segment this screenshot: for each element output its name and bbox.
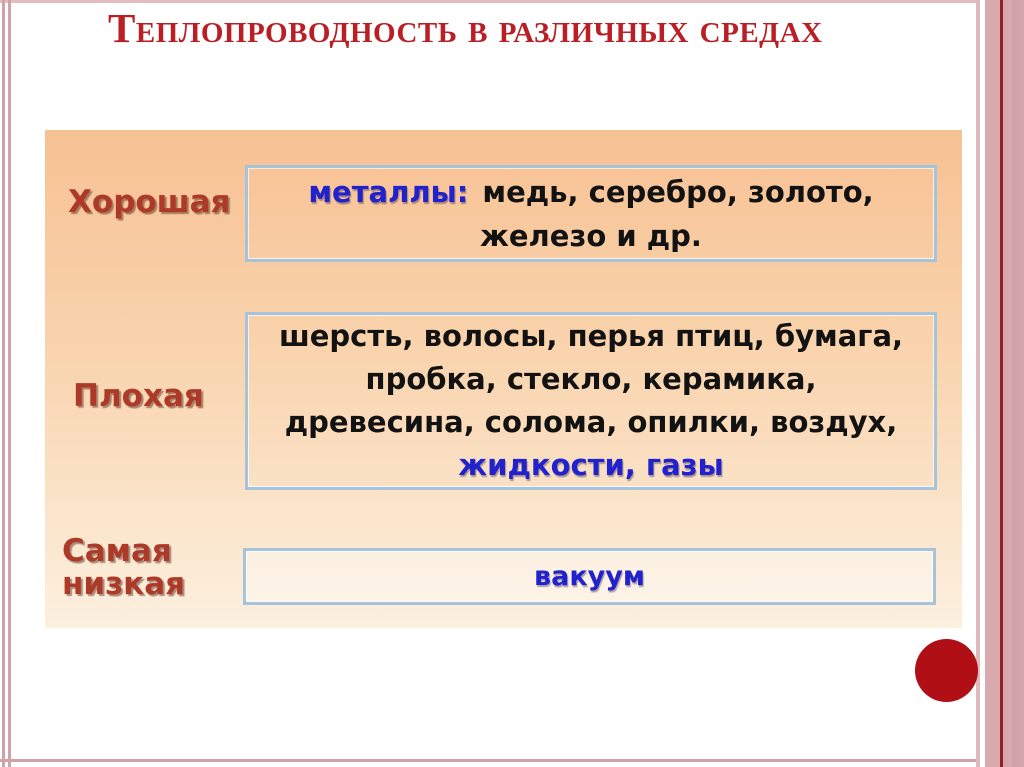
good-conductors-box	[245, 165, 937, 262]
good-conductors-line-2: железо и др.	[480, 218, 702, 253]
frame-right-border-stripes	[976, 0, 1024, 767]
good-conductors-line-1	[308, 170, 873, 214]
vacuum-box	[243, 548, 936, 605]
metals-term: металлы:	[308, 174, 469, 209]
metals-examples: медь, серебро, золото,	[482, 174, 874, 209]
row-label-bad-conductivity: Плохая	[73, 378, 204, 414]
bad-conductors-line-1: шерсть, волосы, перья птиц, бумага,	[278, 319, 904, 353]
vacuum-term: вакуум	[534, 560, 645, 592]
slide-title: Теплопроводность в различных средах	[108, 5, 823, 51]
decorative-circle	[915, 639, 978, 702]
frame-left-border-inner	[8, 0, 11, 767]
conductivity-table-panel	[45, 130, 962, 628]
row-label-lowest-conductivity: Самая низкая	[62, 533, 186, 602]
row-label-good-conductivity: Хорошая	[68, 184, 231, 220]
bad-conductors-line-4-liquids-gases: жидкости, газы	[458, 448, 724, 482]
frame-left-border-outer	[2, 0, 5, 767]
bad-conductors-box	[245, 312, 937, 490]
frame-top-border	[0, 0, 976, 3]
frame-bottom-border	[0, 759, 1024, 762]
bad-conductors-line-2: пробка, стекло, керамика,	[365, 362, 817, 396]
bad-conductors-line-3: древесина, солома, опилки, воздух,	[284, 405, 898, 439]
